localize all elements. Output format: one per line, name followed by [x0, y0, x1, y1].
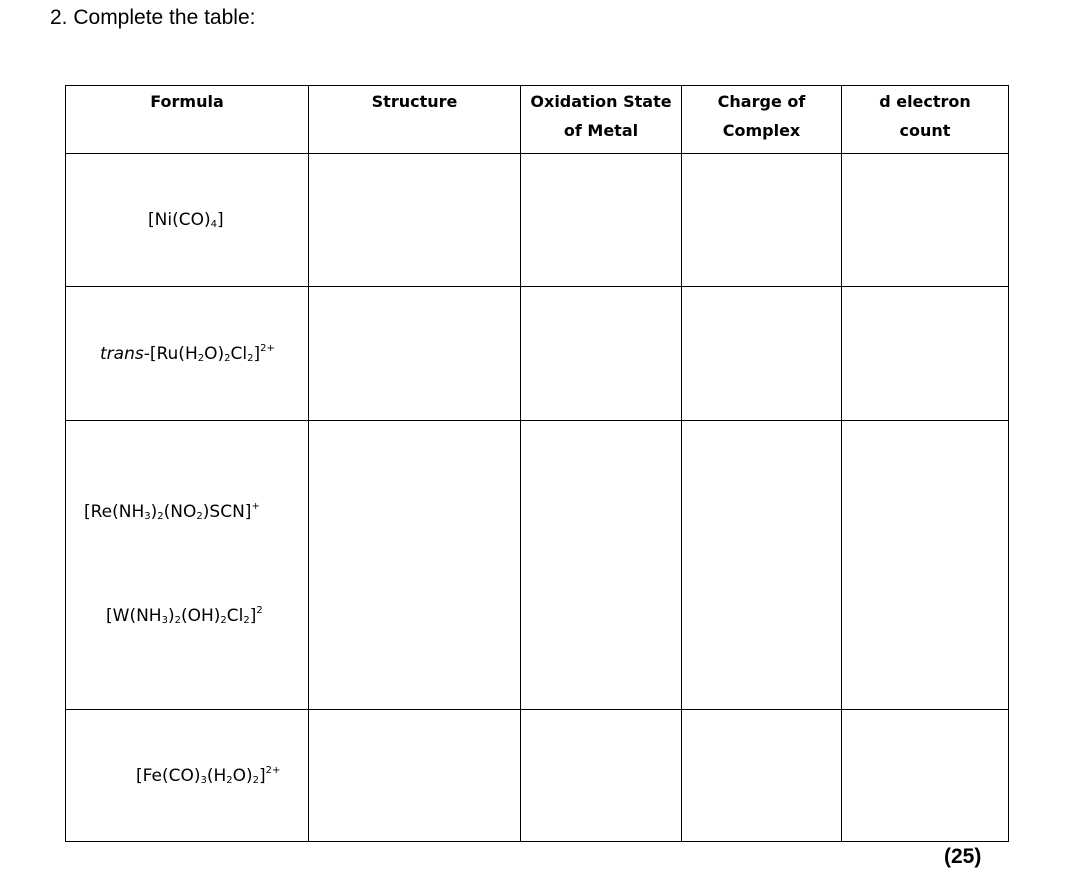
formula-ru-complex: trans-$[Ru(H_2O)_2Cl_2]^{2+}$: [100, 343, 275, 364]
row-divider: [65, 286, 1009, 287]
column-divider: [520, 85, 521, 842]
table-border-left: [65, 85, 66, 842]
formula-ni-co4: $[Ni(CO)_4]$: [148, 210, 224, 230]
formula-w-complex: $[W(NH_3)_2(OH)_2Cl_2]^2$: [106, 605, 263, 626]
table-border-top: [65, 85, 1009, 86]
header-d-electron-count: d electron count: [879, 92, 971, 140]
row-divider: [65, 709, 1009, 710]
row-divider: [65, 420, 1009, 421]
header-oxidation-state: Oxidation State of Metal: [530, 92, 672, 140]
formula-fe-complex: $[Fe(CO)_3(H_2O)_2]^{2+}$: [136, 765, 281, 786]
complexes-table: [65, 85, 1009, 842]
marks-total: (25): [944, 845, 982, 868]
question-title: 2. Complete the table:: [50, 6, 256, 29]
column-divider: [308, 85, 309, 842]
header-charge: Charge of Complex: [717, 92, 806, 140]
column-divider: [681, 85, 682, 842]
header-formula: Formula: [150, 92, 224, 111]
formula-re-complex: $[Re(NH_3)_2(NO_2)SCN]^+$: [84, 501, 260, 522]
table-border-bottom: [65, 841, 1009, 842]
header-divider: [65, 153, 1009, 154]
table-border-right: [1008, 85, 1009, 842]
header-structure: Structure: [371, 92, 458, 111]
column-divider: [841, 85, 842, 842]
